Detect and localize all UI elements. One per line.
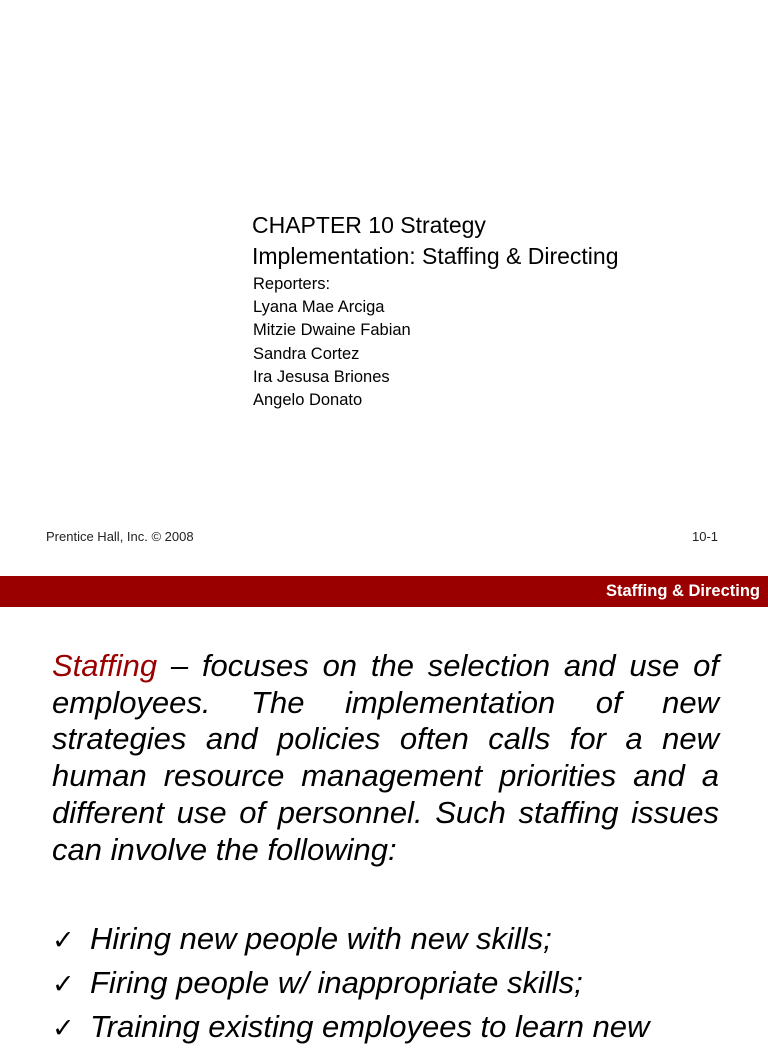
banner-title: Staffing & Directing [605,582,760,600]
footer-publisher: Prentice Hall, Inc. © 2008 [46,529,194,544]
list-item-text: Firing people w/ inappropriate skills; [90,965,583,1000]
list-item [52,918,752,962]
reporters-label: Reporters: [253,275,331,293]
list-item-text: Training existing employees to learn new [90,1009,650,1044]
reporters-list [253,273,411,412]
staffing-definition [52,648,719,868]
chapter-title [252,210,752,272]
check-icon: ✓ [52,969,75,1000]
slide-number: 10-1 [692,529,719,544]
reporter-name: Angelo Donato [253,391,363,410]
reporter-name: Mitzie Dwaine Fabian [253,321,411,340]
staffing-issues-list [52,918,752,1050]
chapter-title-line-2: Implementation: Staffing & Directing [252,243,619,269]
slide-banner [0,576,768,607]
definition-term: Staffing [52,648,158,683]
reporter-name: Ira Jesusa Briones [253,367,390,386]
content-slide [0,576,768,1044]
reporter-name: Lyana Mae Arciga [253,298,385,317]
check-icon: ✓ [52,1013,75,1044]
reporter-name: Sandra Cortez [253,344,360,363]
list-item-text: Hiring new people with new skills; [90,921,552,956]
check-icon: ✓ [52,925,75,956]
definition-text: – focuses on the selection and use of employees. The implementation of new strategies and policies often calls for a new human resource management priorities and a different use of personnel. Such staffing issues can involve the following: [52,648,719,867]
list-item [52,1006,752,1050]
list-item [52,962,752,1006]
chapter-title-line-1: CHAPTER 10 Strategy [252,212,486,238]
